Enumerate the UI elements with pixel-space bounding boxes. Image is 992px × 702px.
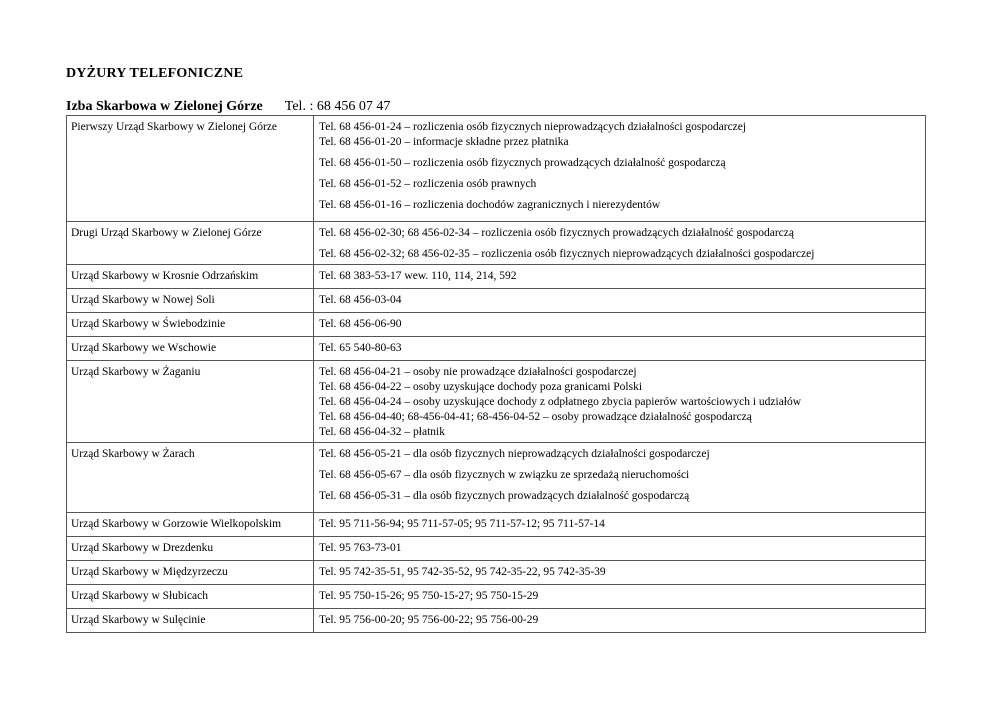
office-name: Urząd Skarbowy w Nowej Soli [67, 289, 314, 313]
office-phones: Tel. 95 756-00-20; 95 756-00-22; 95 756-00-29 [314, 609, 926, 633]
table-row [67, 265, 926, 289]
office-name: Urząd Skarbowy w Międzyrzeczu [67, 561, 314, 585]
office-name: Urząd Skarbowy w Słubicach [67, 585, 314, 609]
office-phones: Tel. 95 711-56-94; 95 711-57-05; 95 711-57-12; 95 711-57-14 [314, 513, 926, 537]
office-name: Urząd Skarbowy w Gorzowie Wielkopolskim [67, 513, 314, 537]
office-name: Urząd Skarbowy w Żarach [67, 443, 314, 513]
phone-line: Tel. 68 456-01-20 – informacje składne przez płatnika [319, 136, 569, 148]
phone-line: Tel. 68 456-01-50 – rozliczenia osób fizycznych prowadzących działalność gospodarczą [319, 157, 726, 169]
table-row [67, 561, 926, 585]
office-phones [314, 116, 926, 222]
phone-line: Tel. 68 456-04-21 – osoby nie prowadzące działalności gospodarczej [319, 366, 637, 378]
table-row [67, 116, 926, 222]
office-name: Drugi Urząd Skarbowy w Zielonej Górze [67, 222, 314, 265]
office-name: Urząd Skarbowy w Świebodzinie [67, 313, 314, 337]
duty-phones-table [66, 115, 926, 633]
office-phones: Tel. 68 383-53-17 wew. 110, 114, 214, 592 [314, 265, 926, 289]
table-row [67, 337, 926, 361]
table-row [67, 443, 926, 513]
office-phones [314, 443, 926, 513]
phone-line: Tel. 68 456-05-21 – dla osób fizycznych nieprowadzących działalności gospodarczej [319, 448, 710, 460]
phone-line: Tel. 68 456-04-22 – osoby uzyskujące dochody poza granicami Polski [319, 381, 643, 393]
office-name: Urząd Skarbowy w Żaganiu [67, 361, 314, 443]
table-row [67, 361, 926, 443]
table-row [67, 609, 926, 633]
table-row [67, 513, 926, 537]
office-phones: Tel. 68 456-06-90 [314, 313, 926, 337]
office-name: Urząd Skarbowy we Wschowie [67, 337, 314, 361]
office-phones: Tel. 65 540-80-63 [314, 337, 926, 361]
phone-line: Tel. 68 456-04-24 – osoby uzyskujące dochody z odpłatnego zbycia papierów wartościowych i udziałów [319, 396, 802, 408]
table-row [67, 313, 926, 337]
table-row [67, 222, 926, 265]
office-name: Pierwszy Urząd Skarbowy w Zielonej Górze [67, 116, 314, 222]
phone-line: Tel. 68 456-04-32 – płatnik [319, 426, 445, 438]
chamber-phone: Tel. : 68 456 07 47 [284, 99, 391, 114]
phone-line: Tel. 68 456-04-40; 68-456-04-41; 68-456-04-52 – osoby prowadzące działalność gospodarczą [319, 411, 752, 423]
phone-line: Tel. 68 456-05-67 – dla osób fizycznych w związku ze sprzedażą nieruchomości [319, 469, 690, 481]
table-row [67, 585, 926, 609]
page-title: DYŻURY TELEFONICZNE [66, 66, 244, 81]
office-phones [314, 361, 926, 443]
phone-line: Tel. 68 456-02-32; 68 456-02-35 – rozliczenia osób fizycznych nieprowadzących działalności gospodarczej [319, 248, 815, 260]
phone-line: Tel. 68 456-01-24 – rozliczenia osób fizycznych nieprowadzących działalności gospodarczej [319, 121, 747, 133]
phone-line: Tel. 68 456-01-52 – rozliczenia osób prawnych [319, 178, 537, 190]
office-phones: Tel. 95 763-73-01 [314, 537, 926, 561]
office-phones: Tel. 95 750-15-26; 95 750-15-27; 95 750-15-29 [314, 585, 926, 609]
table-row [67, 537, 926, 561]
phone-line: Tel. 68 456-02-30; 68 456-02-34 – rozliczenia osób fizycznych prowadzących działalność gospodarczą [319, 227, 794, 239]
chamber-header [66, 99, 390, 115]
office-phones: Tel. 95 742-35-51, 95 742-35-52, 95 742-35-22, 95 742-35-39 [314, 561, 926, 585]
office-name: Urząd Skarbowy w Sulęcinie [67, 609, 314, 633]
chamber-name: Izba Skarbowa w Zielonej Górze [66, 99, 263, 114]
office-phones: Tel. 68 456-03-04 [314, 289, 926, 313]
phone-line: Tel. 68 456-05-31 – dla osób fizycznych prowadzących działalność gospodarczą [319, 490, 690, 502]
table-row [67, 289, 926, 313]
office-name: Urząd Skarbowy w Krosnie Odrzańskim [67, 265, 314, 289]
phone-line: Tel. 68 456-01-16 – rozliczenia dochodów zagranicznych i nierezydentów [319, 199, 661, 211]
office-phones [314, 222, 926, 265]
office-name: Urząd Skarbowy w Drezdenku [67, 537, 314, 561]
